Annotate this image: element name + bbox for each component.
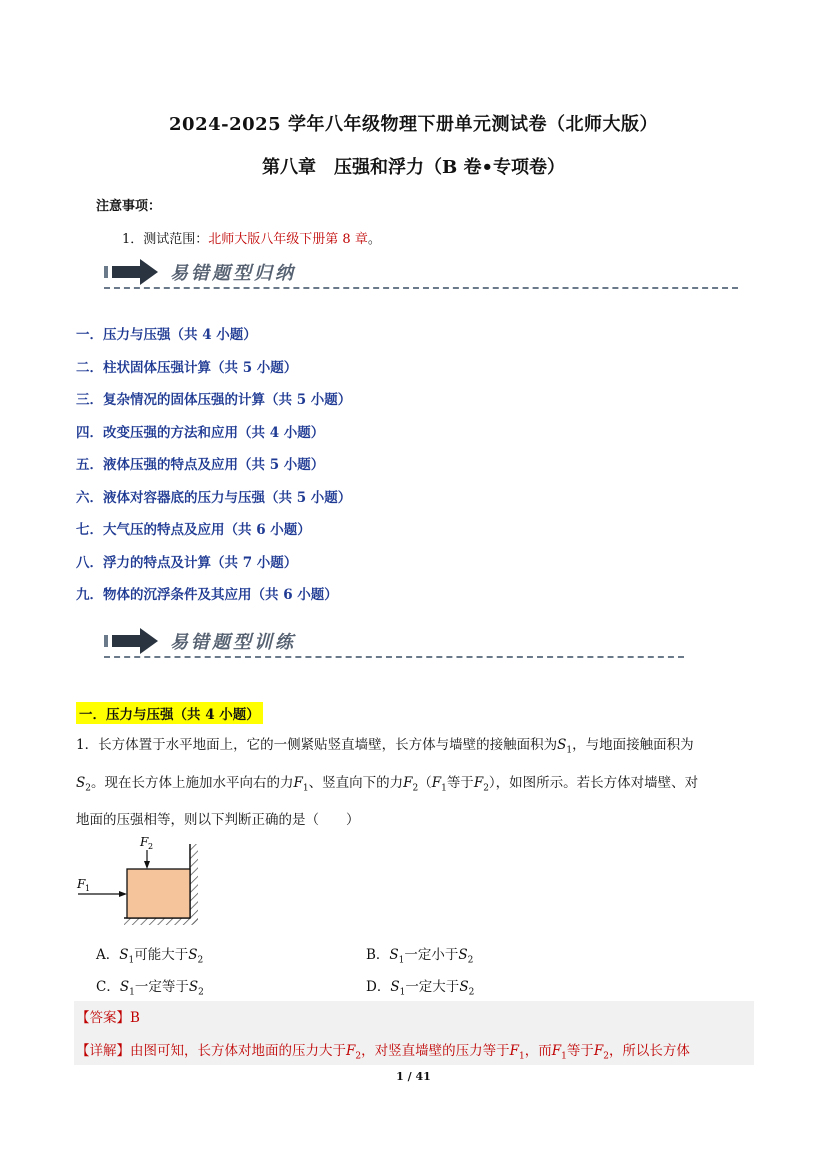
option-letter: C． — [96, 979, 120, 995]
q-text-part: 、竖直向下的力 — [308, 774, 404, 791]
subscript: 2 — [412, 783, 419, 794]
symbol: F — [509, 1043, 519, 1059]
symbol: S — [76, 774, 86, 791]
toc-item-4[interactable]: 四．改变压强的方法和应用（共 4 小题） — [76, 425, 325, 441]
detail-text: ，而 — [524, 1043, 552, 1059]
q-text-part: ，与地面接触面积为 — [572, 737, 694, 753]
banner-summary-text: 易错题型归纳 — [170, 263, 296, 284]
force-f1-arrowhead — [119, 891, 127, 897]
toc-item-3[interactable]: 三．复杂情况的固体压强的计算（共 5 小题） — [76, 392, 352, 408]
ground-hatch — [124, 918, 198, 925]
subscript: 1 — [441, 783, 447, 794]
option-letter: B． — [366, 947, 390, 963]
subscript: 2 — [468, 987, 475, 998]
banner-training — [104, 625, 744, 659]
notice-label: 注意事项： — [96, 199, 162, 214]
symbol: F — [346, 1043, 356, 1059]
toc-item-8[interactable]: 八．浮力的特点及计算（共 7 小题） — [76, 555, 298, 571]
symbol: S — [188, 947, 198, 963]
subscript: 2 — [355, 1051, 362, 1062]
symbol: S — [458, 947, 468, 963]
arrow-icon — [104, 625, 164, 655]
answer-box — [74, 1001, 754, 1065]
toc-item-1[interactable]: 一．压力与压强（共 4 小题） — [76, 327, 257, 343]
label-f2-sub: 2 — [148, 842, 154, 851]
option-b[interactable] — [366, 943, 473, 966]
option-text: 一定等于 — [134, 979, 189, 995]
detail-text: 等于 — [566, 1043, 594, 1059]
symbol: F — [293, 774, 303, 791]
symbol: S — [119, 979, 130, 995]
q-text-part: ），如图所示。若长方体对墙壁、对 — [488, 774, 699, 791]
subscript: 2 — [197, 955, 204, 966]
detail-label: 【详解】 — [76, 1043, 130, 1059]
symbol: F — [403, 774, 413, 791]
scope-prefix: 1．测试范围： — [122, 232, 209, 247]
notice-scope — [122, 228, 381, 247]
toc-item-9[interactable]: 九．物体的沉浮条件及其应用（共 6 小题） — [76, 587, 338, 603]
toc-item-6[interactable]: 六．液体对容器底的压力与压强（共 5 小题） — [76, 490, 352, 506]
subscript: 1 — [566, 745, 573, 756]
answer-label: 【答案】 — [76, 1010, 130, 1026]
subscript: 2 — [483, 783, 489, 794]
banner-summary — [104, 256, 744, 290]
option-letter: A． — [96, 947, 120, 963]
q-text-part: 1．长方体置于水平地面上，它的一侧紧贴竖直墙壁，长方体与墙壁的接触面积为 — [76, 737, 558, 753]
rectangular-block — [127, 869, 190, 918]
page-number: 1 / 41 — [396, 1070, 431, 1083]
subscript: 1 — [128, 955, 135, 966]
symbol: F — [593, 1043, 604, 1059]
chapter-title: 第八章 压强和浮力（B 卷•专项卷） — [262, 157, 565, 178]
wall-hatch — [190, 844, 198, 924]
toc-item-2[interactable]: 二．柱状固体压强计算（共 5 小题） — [76, 360, 298, 376]
symbol: F — [431, 774, 442, 791]
symbol: S — [390, 979, 400, 995]
option-text: 可能大于 — [134, 947, 189, 963]
detail-text: ，所以长方体 — [608, 1043, 690, 1059]
subscript: 2 — [467, 955, 474, 966]
answer-line — [76, 1006, 140, 1026]
arrow-icon — [104, 256, 164, 286]
symbol: S — [389, 947, 399, 963]
subscript: 2 — [85, 783, 91, 794]
option-text: 一定大于 — [405, 979, 460, 995]
label-f1-sub: 1 — [85, 884, 91, 893]
option-d[interactable] — [366, 975, 474, 998]
banner-divider — [104, 287, 738, 289]
symbol: S — [188, 979, 199, 995]
force-f2-arrowhead — [144, 861, 150, 869]
subscript: 1 — [302, 783, 309, 794]
label-f1: F — [77, 877, 86, 891]
section-heading: 一．压力与压强（共 4 小题） — [76, 702, 263, 724]
question-1-text — [76, 729, 751, 836]
detail-line — [76, 1039, 690, 1062]
toc-item-5[interactable]: 五．液体压强的特点及应用（共 5 小题） — [76, 457, 325, 473]
option-a[interactable] — [96, 943, 203, 966]
subscript: 1 — [399, 987, 406, 998]
q-text-part: 。现在长方体上施加水平向右的力 — [90, 774, 294, 791]
symbol: S — [557, 737, 567, 753]
label-f2: F — [140, 835, 149, 849]
symbol: S — [119, 947, 129, 963]
scope-suffix: 。 — [367, 232, 381, 247]
detail-text: ，对竖直墙壁的压力等于 — [361, 1043, 510, 1059]
subscript: 2 — [198, 987, 204, 998]
symbol: S — [459, 979, 469, 995]
detail-text: 由图可知，长方体对地面的压力大于 — [130, 1043, 346, 1059]
option-c[interactable] — [96, 975, 204, 998]
subscript: 1 — [398, 955, 405, 966]
subscript: 1 — [129, 987, 135, 998]
q-text-part: 地面的压强相等，则以下判断正确的是（ ） — [76, 812, 360, 829]
option-text: 一定小于 — [404, 947, 459, 963]
symbol: F — [473, 774, 484, 791]
q-text-part: 等于 — [446, 774, 474, 791]
option-letter: D． — [366, 979, 391, 995]
scope-value: 北师大版八年级下册第 8 章 — [208, 232, 368, 247]
subscript: 2 — [603, 1051, 609, 1062]
force-diagram — [74, 830, 204, 930]
subscript: 1 — [518, 1051, 525, 1062]
symbol: F — [551, 1043, 562, 1059]
q-text-part: （ — [418, 774, 432, 791]
banner-training-text: 易错题型训练 — [170, 632, 296, 653]
subscript: 1 — [561, 1051, 567, 1062]
document-title: 2024-2025 学年八年级物理下册单元测试卷（北师大版） — [169, 114, 658, 135]
banner-divider — [104, 656, 684, 658]
toc-item-7[interactable]: 七．大气压的特点及应用（共 6 小题） — [76, 522, 311, 538]
answer-value: B — [130, 1010, 140, 1026]
